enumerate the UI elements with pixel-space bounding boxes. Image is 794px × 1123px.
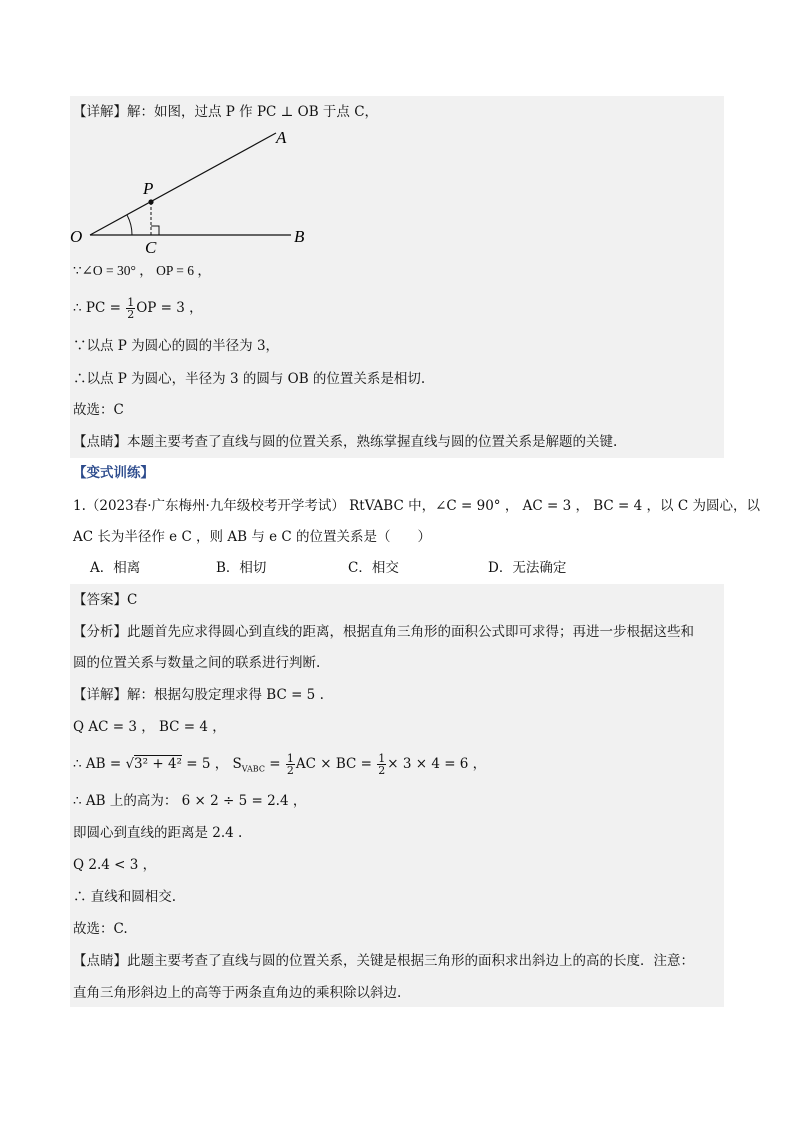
- s-subscript: VABC: [241, 764, 265, 774]
- ab-mid: = 5 ， S: [181, 756, 242, 772]
- ac-end: × 3 × 4 = 6 ，: [387, 756, 487, 772]
- option-d: D．无法确定: [488, 560, 567, 576]
- ab-radicand: 3² + 4²: [134, 756, 182, 772]
- detail-intro: 【详解】解：如图，过点 P 作 PC ⊥ OB 于点 C，: [73, 104, 379, 120]
- half-denominator: 2: [127, 308, 135, 321]
- analysis-line-1: 【分析】此题首先应求得圆心到直线的距离，根据直角三角形的面积公式即可求得；再进一步根据这些和: [73, 624, 694, 640]
- height-on-ab: ∴ AB 上的高为： 6 × 2 ÷ 5 = 2.4 ，: [73, 793, 307, 809]
- pc-equation: [73, 296, 203, 320]
- pc-rhs: OP = 3 ，: [136, 300, 203, 316]
- options-row: [90, 558, 710, 578]
- answer: 【答案】C: [73, 592, 138, 608]
- radius-statement: ∵以点 P 为圆心的圆的半径为 3，: [73, 338, 280, 354]
- ac-bc-product: AC × BC =: [295, 756, 377, 772]
- ab-area-equation: [73, 752, 486, 782]
- choice-2: 故选：C.: [73, 921, 128, 937]
- question-line-2: AC 长为半径作 e C ，则 AB 与 e C 的位置关系是（ ）: [73, 529, 432, 545]
- geometry-diagram: [66, 122, 326, 258]
- given-angle-op: ∵∠O = 30° ， OP = 6 ，: [73, 263, 211, 278]
- right-angle-mark: [151, 226, 159, 235]
- option-c: C．相交: [348, 560, 399, 576]
- s-eq: =: [264, 756, 285, 772]
- option-b: B．相切: [216, 560, 267, 576]
- label-p: P: [143, 179, 154, 198]
- option-a: A．相离: [90, 560, 141, 576]
- half-a-denominator: 2: [286, 764, 294, 777]
- half-a-numerator: 1: [286, 752, 294, 765]
- analysis-line-2: 圆的位置关系与数量之间的联系进行判断.: [73, 655, 321, 671]
- tangent-conclusion: ∴以点 P 为圆心，半径为 3 的圆与 OB 的位置关系是相切.: [73, 371, 426, 387]
- half-numerator: 1: [127, 296, 135, 309]
- ab-lhs: ∴ AB = √: [73, 756, 135, 772]
- comment-1: 【点睛】本题主要考查了直线与圆的位置关系，熟练掌握直线与圆的位置关系是解题的关键.: [73, 434, 618, 450]
- choice-1: 故选：C: [73, 402, 124, 418]
- detail-2: 【详解】解：根据勾股定理求得 BC = 5 .: [73, 687, 324, 703]
- label-a: A: [276, 128, 287, 147]
- half-fraction-a: [286, 753, 295, 776]
- half-fraction: [126, 297, 135, 320]
- point-p-dot: [148, 199, 153, 204]
- half-b-numerator: 1: [378, 752, 386, 765]
- intersect-conclusion: ∴ 直线和圆相交.: [73, 889, 177, 905]
- distance-statement: 即圆心到直线的距离是 2.4 .: [73, 825, 243, 841]
- compare-statement: Q 2.4 < 3 ，: [73, 857, 157, 873]
- pc-lhs: ∴ PC =: [73, 300, 126, 316]
- question-line-1: 1.（2023春·广东梅州·九年级校考开学考试） RtVABC 中，∠C = 90° ， AC = 3 ， BC = 4 ，以 C 为圆心，以: [73, 498, 760, 514]
- half-b-denominator: 2: [378, 764, 386, 777]
- comment-2-line-1: 【点睛】此题主要考查了直线与圆的位置关系，关键是根据三角形的面积求出斜边上的高的长度．注意：: [73, 953, 694, 969]
- variant-training-header: 【变式训练】: [73, 465, 154, 481]
- angle-arc: [127, 215, 132, 235]
- label-b: B: [294, 227, 305, 246]
- label-o: O: [70, 227, 83, 246]
- half-fraction-b: [377, 753, 386, 776]
- given-ac-bc: Q AC = 3 ， BC = 4 ，: [73, 719, 226, 735]
- comment-2-line-2: 直角三角形斜边上的高等于两条直角边的乘积除以斜边.: [73, 985, 402, 1001]
- label-c: C: [145, 238, 157, 257]
- ray-oa: [90, 133, 276, 235]
